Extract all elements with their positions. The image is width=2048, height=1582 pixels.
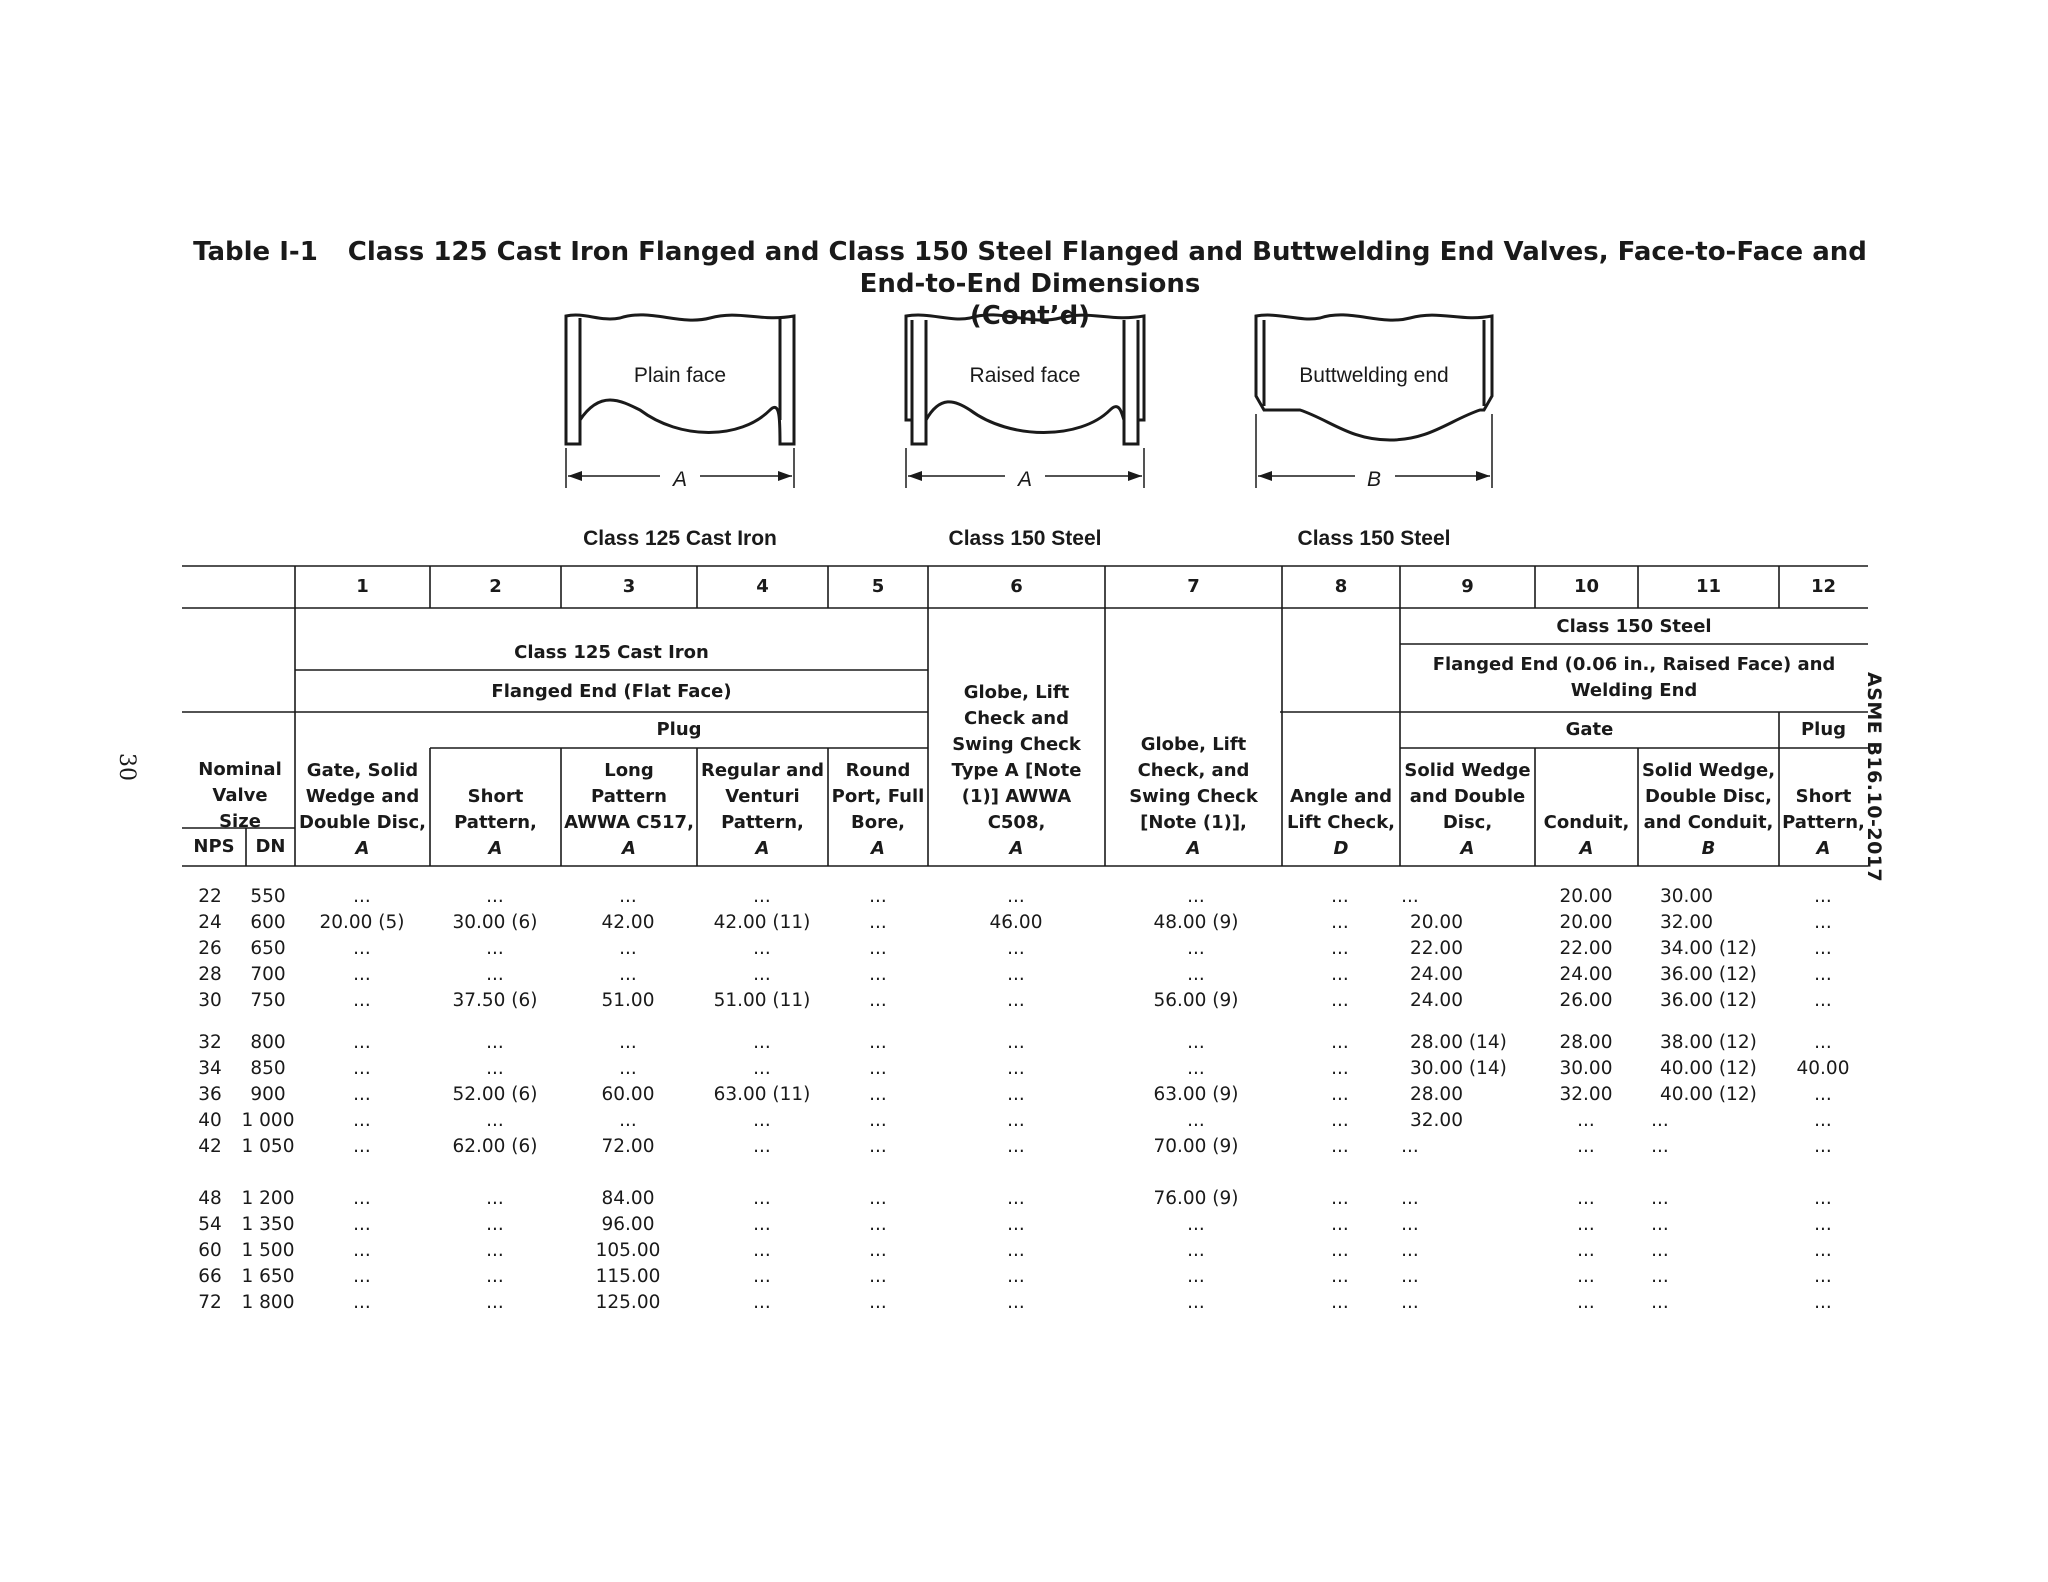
value-cell: ...	[1187, 1058, 1205, 1079]
value-cell: ...	[1814, 938, 1832, 959]
value-cell: ...	[1401, 1266, 1419, 1287]
value-cell: ...	[1331, 938, 1349, 959]
value-cell: 40.00 (12)	[1660, 1084, 1757, 1105]
value-cell: ...	[1401, 1292, 1419, 1313]
value-cell: ...	[1331, 964, 1349, 985]
value-cell: 28.00	[1410, 1084, 1463, 1105]
nominal-valve-size-label: Nominal Valve Size	[198, 759, 282, 832]
dn-cell: 650	[250, 938, 286, 959]
nps-cell: 22	[198, 886, 222, 907]
value-cell: ...	[619, 1032, 637, 1053]
column-header-9	[1403, 750, 1532, 862]
value-cell: ...	[1814, 1084, 1832, 1105]
value-cell: ...	[1577, 1292, 1595, 1313]
column-header-10	[1538, 750, 1635, 862]
value-cell: ...	[1007, 990, 1025, 1011]
nps-cell: 48	[198, 1188, 222, 1209]
value-cell: ...	[1401, 1240, 1419, 1261]
value-cell: 22.00	[1559, 938, 1613, 959]
value-cell: 20.00	[1410, 912, 1463, 933]
value-cell: ...	[869, 1136, 887, 1157]
value-cell: ...	[869, 912, 887, 933]
value-cell: 51.00	[601, 990, 655, 1011]
value-cell: ...	[1007, 1110, 1025, 1131]
value-cell: ...	[1187, 938, 1205, 959]
raised-face-label: Raised face	[969, 364, 1081, 387]
value-cell: 24.00	[1410, 964, 1463, 985]
value-cell: ...	[1577, 1136, 1595, 1157]
value-cell: ...	[1577, 1188, 1595, 1209]
value-cell: ...	[486, 1214, 504, 1235]
value-cell: 52.00 (6)	[452, 1084, 538, 1105]
value-cell: 32.00	[1559, 1084, 1613, 1105]
value-cell: ...	[1814, 1240, 1832, 1261]
column-header-text: Globe, Lift Check, and Swing Check [Note (1)],	[1129, 734, 1258, 833]
nps-cell: 42	[198, 1136, 222, 1157]
group-steel-class: Class 150 Steel	[1556, 616, 1712, 637]
value-cell: ...	[1401, 1136, 1419, 1157]
value-cell: 40.00 (12)	[1660, 1058, 1757, 1079]
value-cell: 105.00	[595, 1240, 661, 1261]
value-cell: ...	[869, 1240, 887, 1261]
value-cell: 56.00 (9)	[1153, 990, 1239, 1011]
value-cell: ...	[1187, 1214, 1205, 1235]
value-cell: 20.00 (5)	[319, 912, 405, 933]
value-cell: ...	[1331, 1084, 1349, 1105]
col-number-2: 2	[489, 576, 502, 597]
value-cell: ...	[1187, 1240, 1205, 1261]
figure-caption-cast-iron: Class 125 Cast Iron	[583, 527, 777, 550]
value-cell: ...	[1577, 1240, 1595, 1261]
value-cell: ...	[619, 886, 637, 907]
value-cell: ...	[1814, 1292, 1832, 1313]
page-number: 30	[114, 753, 139, 781]
value-cell: ...	[1331, 1240, 1349, 1261]
column-header-symbol: B	[1701, 838, 1716, 859]
value-cell: ...	[1331, 1032, 1349, 1053]
value-cell: ...	[1814, 1266, 1832, 1287]
value-cell: ...	[753, 1110, 771, 1131]
value-cell: ...	[353, 886, 371, 907]
value-cell: 60.00	[601, 1084, 655, 1105]
value-cell: ...	[619, 938, 637, 959]
column-header-11	[1641, 750, 1776, 862]
buttwelding-dim: B	[1366, 468, 1382, 491]
value-cell: ...	[1007, 1058, 1025, 1079]
value-cell: 28.00 (14)	[1410, 1032, 1507, 1053]
value-cell: ...	[1331, 1136, 1349, 1157]
value-cell: ...	[869, 1058, 887, 1079]
value-cell: 20.00	[1559, 886, 1613, 907]
value-cell: ...	[869, 1214, 887, 1235]
table-number: Table I-1	[193, 237, 318, 267]
buttwelding-end-label: Buttwelding end	[1299, 364, 1449, 387]
value-cell: ...	[753, 964, 771, 985]
value-cell: 62.00 (6)	[452, 1136, 538, 1157]
value-cell: 30.00	[1660, 886, 1713, 907]
value-cell: 32.00	[1660, 912, 1713, 933]
value-cell: ...	[1814, 990, 1832, 1011]
column-header-text: Globe, Lift Check and Swing Check Type A [Note (1)] AWWA C508,	[951, 682, 1082, 833]
value-cell: ...	[619, 964, 637, 985]
value-cell: 36.00 (12)	[1660, 964, 1757, 985]
value-cell: ...	[1007, 1266, 1025, 1287]
value-cell: ...	[486, 886, 504, 907]
dn-cell: 1 200	[241, 1188, 295, 1209]
value-cell: ...	[1007, 1188, 1025, 1209]
column-header-12	[1782, 750, 1865, 862]
column-header-text: Solid Wedge, Double Disc, and Conduit,	[1641, 760, 1776, 833]
column-header-symbol: A	[1460, 838, 1475, 859]
value-cell: ...	[353, 938, 371, 959]
value-cell: 32.00	[1410, 1110, 1463, 1131]
value-cell: ...	[1331, 1266, 1349, 1287]
col-number-7: 7	[1187, 576, 1200, 597]
column-header-symbol: A	[1579, 838, 1594, 859]
nps-label: NPS	[193, 836, 235, 857]
value-cell: 40.00	[1796, 1058, 1850, 1079]
value-cell: ...	[1007, 1032, 1025, 1053]
column-header-text: Regular and Venturi Pattern,	[700, 760, 825, 833]
nps-cell: 66	[198, 1266, 222, 1287]
nps-cell: 28	[198, 964, 222, 985]
value-cell: ...	[353, 1058, 371, 1079]
value-cell: ...	[753, 1214, 771, 1235]
column-header-symbol: A	[355, 838, 370, 859]
value-cell: ...	[1007, 886, 1025, 907]
value-cell: ...	[869, 1084, 887, 1105]
value-cell: ...	[619, 1110, 637, 1131]
value-cell: 30.00 (14)	[1410, 1058, 1507, 1079]
value-cell: ...	[1007, 1136, 1025, 1157]
value-cell: ...	[753, 1032, 771, 1053]
column-header-symbol: D	[1333, 838, 1349, 859]
column-header-8	[1285, 714, 1397, 862]
value-cell: 24.00	[1559, 964, 1613, 985]
dn-cell: 800	[250, 1032, 286, 1053]
column-header-7	[1108, 714, 1279, 862]
nps-cell: 26	[198, 938, 222, 959]
col-number-6: 6	[1010, 576, 1023, 597]
value-cell: ...	[1187, 1266, 1205, 1287]
value-cell: 37.50 (6)	[452, 990, 538, 1011]
value-cell: ...	[1814, 886, 1832, 907]
dn-cell: 1 650	[241, 1266, 295, 1287]
value-cell: ...	[1651, 1292, 1669, 1313]
value-cell: ...	[1007, 938, 1025, 959]
table-title-text: Class 125 Cast Iron Flanged and Class 150 Steel Flanged and Buttwelding End Valves, Face-to-Face and End-to-End Dimensions	[347, 237, 1867, 299]
value-cell: ...	[753, 938, 771, 959]
value-cell: 84.00	[601, 1188, 655, 1209]
value-cell: 46.00	[989, 912, 1043, 933]
value-cell: ...	[353, 1214, 371, 1235]
dn-cell: 700	[250, 964, 286, 985]
value-cell: 30.00	[1559, 1058, 1613, 1079]
column-header-symbol: A	[1009, 838, 1024, 859]
value-cell: ...	[869, 886, 887, 907]
value-cell: ...	[869, 938, 887, 959]
value-cell: ...	[1007, 1240, 1025, 1261]
value-cell: ...	[1331, 990, 1349, 1011]
value-cell: ...	[753, 1240, 771, 1261]
value-cell: ...	[1814, 1136, 1832, 1157]
nps-cell: 40	[198, 1110, 222, 1131]
value-cell: ...	[1814, 1214, 1832, 1235]
dn-label: DN	[255, 836, 286, 857]
value-cell: 76.00 (9)	[1153, 1188, 1239, 1209]
dn-cell: 1 500	[241, 1240, 295, 1261]
value-cell: ...	[486, 1240, 504, 1261]
value-cell: ...	[753, 1292, 771, 1313]
value-cell: ...	[1331, 1214, 1349, 1235]
value-cell: ...	[1814, 1110, 1832, 1131]
value-cell: 96.00	[601, 1214, 655, 1235]
group-steel-end: Flanged End (0.06 in., Raised Face) and Welding End	[1432, 654, 1836, 701]
value-cell: 38.00 (12)	[1660, 1032, 1757, 1053]
column-header-symbol: A	[755, 838, 770, 859]
column-header-symbol: A	[1816, 838, 1831, 859]
value-cell: ...	[1331, 1058, 1349, 1079]
value-cell: ...	[1401, 1188, 1419, 1209]
dn-cell: 600	[250, 912, 286, 933]
column-header-text: Long Pattern AWWA C517,	[564, 760, 694, 833]
subgroup-gate: Gate	[1565, 719, 1614, 740]
col-number-4: 4	[756, 576, 769, 597]
value-cell: ...	[1814, 1032, 1832, 1053]
value-cell: ...	[1651, 1240, 1669, 1261]
value-cell: 125.00	[595, 1292, 661, 1313]
value-cell: ...	[1187, 1032, 1205, 1053]
value-cell: ...	[353, 1266, 371, 1287]
figure-caption-steel-butt: Class 150 Steel	[1297, 527, 1451, 550]
nps-cell: 54	[198, 1214, 222, 1235]
column-header-symbol: A	[1186, 838, 1201, 859]
value-cell: ...	[1651, 1188, 1669, 1209]
value-cell: 30.00 (6)	[452, 912, 538, 933]
value-cell: ...	[869, 1266, 887, 1287]
value-cell: 70.00 (9)	[1153, 1136, 1239, 1157]
plain-face-dim: A	[672, 468, 688, 491]
column-header-text: Short Pattern,	[454, 786, 537, 833]
value-cell: ...	[1577, 1214, 1595, 1235]
value-cell: ...	[1331, 886, 1349, 907]
value-cell: ...	[1331, 1292, 1349, 1313]
value-cell: ...	[1651, 1136, 1669, 1157]
value-cell: ...	[1577, 1110, 1595, 1131]
nps-cell: 32	[198, 1032, 222, 1053]
value-cell: ...	[1331, 912, 1349, 933]
value-cell: 42.00	[601, 912, 655, 933]
value-cell: ...	[1007, 964, 1025, 985]
column-header-text: Angle and Lift Check,	[1286, 786, 1396, 833]
value-cell: ...	[353, 964, 371, 985]
value-cell: ...	[1007, 1292, 1025, 1313]
value-cell: ...	[1187, 1292, 1205, 1313]
value-cell: ...	[869, 990, 887, 1011]
value-cell: ...	[1814, 912, 1832, 933]
value-cell: 51.00 (11)	[713, 990, 811, 1011]
dn-cell: 900	[250, 1084, 286, 1105]
table-title-continued: (Cont’d)	[969, 301, 1091, 331]
col-number-8: 8	[1334, 576, 1348, 597]
column-header-text: Short Pattern,	[1782, 786, 1865, 833]
value-cell: ...	[353, 1240, 371, 1261]
value-cell: ...	[869, 964, 887, 985]
column-header-3	[564, 750, 694, 862]
value-cell: 48.00 (9)	[1153, 912, 1239, 933]
value-cell: 22.00	[1410, 938, 1463, 959]
value-cell: 63.00 (11)	[713, 1084, 811, 1105]
value-cell: ...	[353, 1032, 371, 1053]
column-header-text: Gate, Solid Wedge and Double Disc,	[299, 760, 426, 833]
value-cell: ...	[1651, 1214, 1669, 1235]
value-cell: ...	[486, 1058, 504, 1079]
value-cell: ...	[869, 1292, 887, 1313]
figure-caption-steel-raised: Class 150 Steel	[948, 527, 1102, 550]
nps-cell: 36	[198, 1084, 222, 1105]
value-cell: ...	[486, 938, 504, 959]
group-cast-iron-class: Class 125 Cast Iron	[514, 642, 709, 663]
nps-cell: 30	[198, 990, 222, 1011]
value-cell: ...	[1651, 1110, 1669, 1131]
subgroup-plug-steel: Plug	[1800, 719, 1847, 740]
dn-cell: 1 800	[241, 1292, 295, 1313]
group-cast-iron-end: Flanged End (Flat Face)	[491, 681, 732, 702]
column-header-symbol: A	[622, 838, 636, 859]
value-cell: ...	[353, 1084, 371, 1105]
value-cell: ...	[869, 1188, 887, 1209]
column-header-symbol: A	[488, 838, 503, 859]
value-cell: 63.00 (9)	[1153, 1084, 1239, 1105]
nps-cell: 72	[198, 1292, 222, 1313]
value-cell: ...	[1187, 964, 1205, 985]
value-cell: ...	[353, 990, 371, 1011]
value-cell: 115.00	[595, 1266, 661, 1287]
nps-cell: 60	[198, 1240, 222, 1261]
value-cell: ...	[1007, 1084, 1025, 1105]
dn-cell: 850	[250, 1058, 286, 1079]
value-cell: ...	[353, 1110, 371, 1131]
value-cell: ...	[1651, 1266, 1669, 1287]
value-cell: 26.00	[1559, 990, 1613, 1011]
value-cell: ...	[486, 1032, 504, 1053]
column-header-5	[831, 750, 925, 862]
value-cell: ...	[486, 1188, 504, 1209]
value-cell: 24.00	[1410, 990, 1463, 1011]
value-cell: ...	[753, 1266, 771, 1287]
value-cell: ...	[486, 964, 504, 985]
value-cell: ...	[1187, 886, 1205, 907]
column-header-4	[700, 750, 825, 862]
value-cell: 42.00 (11)	[713, 912, 811, 933]
value-cell: ...	[1331, 1110, 1349, 1131]
plain-face-label: Plain face	[633, 364, 727, 387]
value-cell: ...	[486, 1292, 504, 1313]
value-cell: ...	[353, 1292, 371, 1313]
col-number-9: 9	[1461, 576, 1474, 597]
col-number-11: 11	[1695, 576, 1722, 597]
value-cell: ...	[486, 1266, 504, 1287]
standard-label: ASME B16.10-2017	[1863, 672, 1885, 883]
value-cell: ...	[353, 1188, 371, 1209]
value-cell: ...	[1401, 886, 1419, 907]
value-cell: ...	[619, 1058, 637, 1079]
column-header-text: Round Port, Full Bore,	[831, 760, 925, 833]
value-cell: ...	[869, 1032, 887, 1053]
value-cell: ...	[1007, 1214, 1025, 1235]
value-cell: ...	[1401, 1214, 1419, 1235]
value-cell: 72.00	[601, 1136, 655, 1157]
value-cell: ...	[1577, 1266, 1595, 1287]
dn-cell: 1 000	[241, 1110, 295, 1131]
dn-cell: 1 050	[241, 1136, 295, 1157]
column-header-text: Conduit,	[1543, 812, 1630, 833]
col-number-10: 10	[1573, 576, 1600, 597]
value-cell: 34.00 (12)	[1660, 938, 1757, 959]
col-number-3: 3	[622, 576, 636, 597]
value-cell: 36.00 (12)	[1660, 990, 1757, 1011]
column-header-6	[931, 682, 1102, 862]
nps-cell: 24	[198, 912, 222, 933]
col-number-12: 12	[1810, 576, 1837, 597]
value-cell: ...	[753, 1058, 771, 1079]
value-cell: ...	[1331, 1188, 1349, 1209]
value-cell: 20.00	[1559, 912, 1613, 933]
raised-face-dim: A	[1017, 468, 1033, 491]
value-cell: ...	[869, 1110, 887, 1131]
dn-cell: 550	[250, 886, 286, 907]
value-cell: ...	[753, 1188, 771, 1209]
value-cell: ...	[1814, 1188, 1832, 1209]
column-header-text: Solid Wedge and Double Disc,	[1404, 760, 1531, 833]
value-cell: ...	[486, 1110, 504, 1131]
subgroup-plug: Plug	[656, 719, 702, 740]
value-cell: ...	[753, 886, 771, 907]
value-cell: ...	[1814, 964, 1832, 985]
col-number-5: 5	[871, 576, 885, 597]
col-number-1: 1	[356, 576, 369, 597]
column-header-2	[433, 750, 558, 862]
value-cell: ...	[353, 1136, 371, 1157]
dn-cell: 1 350	[241, 1214, 295, 1235]
value-cell: ...	[1187, 1110, 1205, 1131]
value-cell: ...	[753, 1136, 771, 1157]
dn-cell: 750	[250, 990, 286, 1011]
column-header-1	[298, 750, 427, 862]
column-header-symbol: A	[871, 838, 885, 859]
nps-cell: 34	[198, 1058, 222, 1079]
value-cell: 28.00	[1559, 1032, 1613, 1053]
